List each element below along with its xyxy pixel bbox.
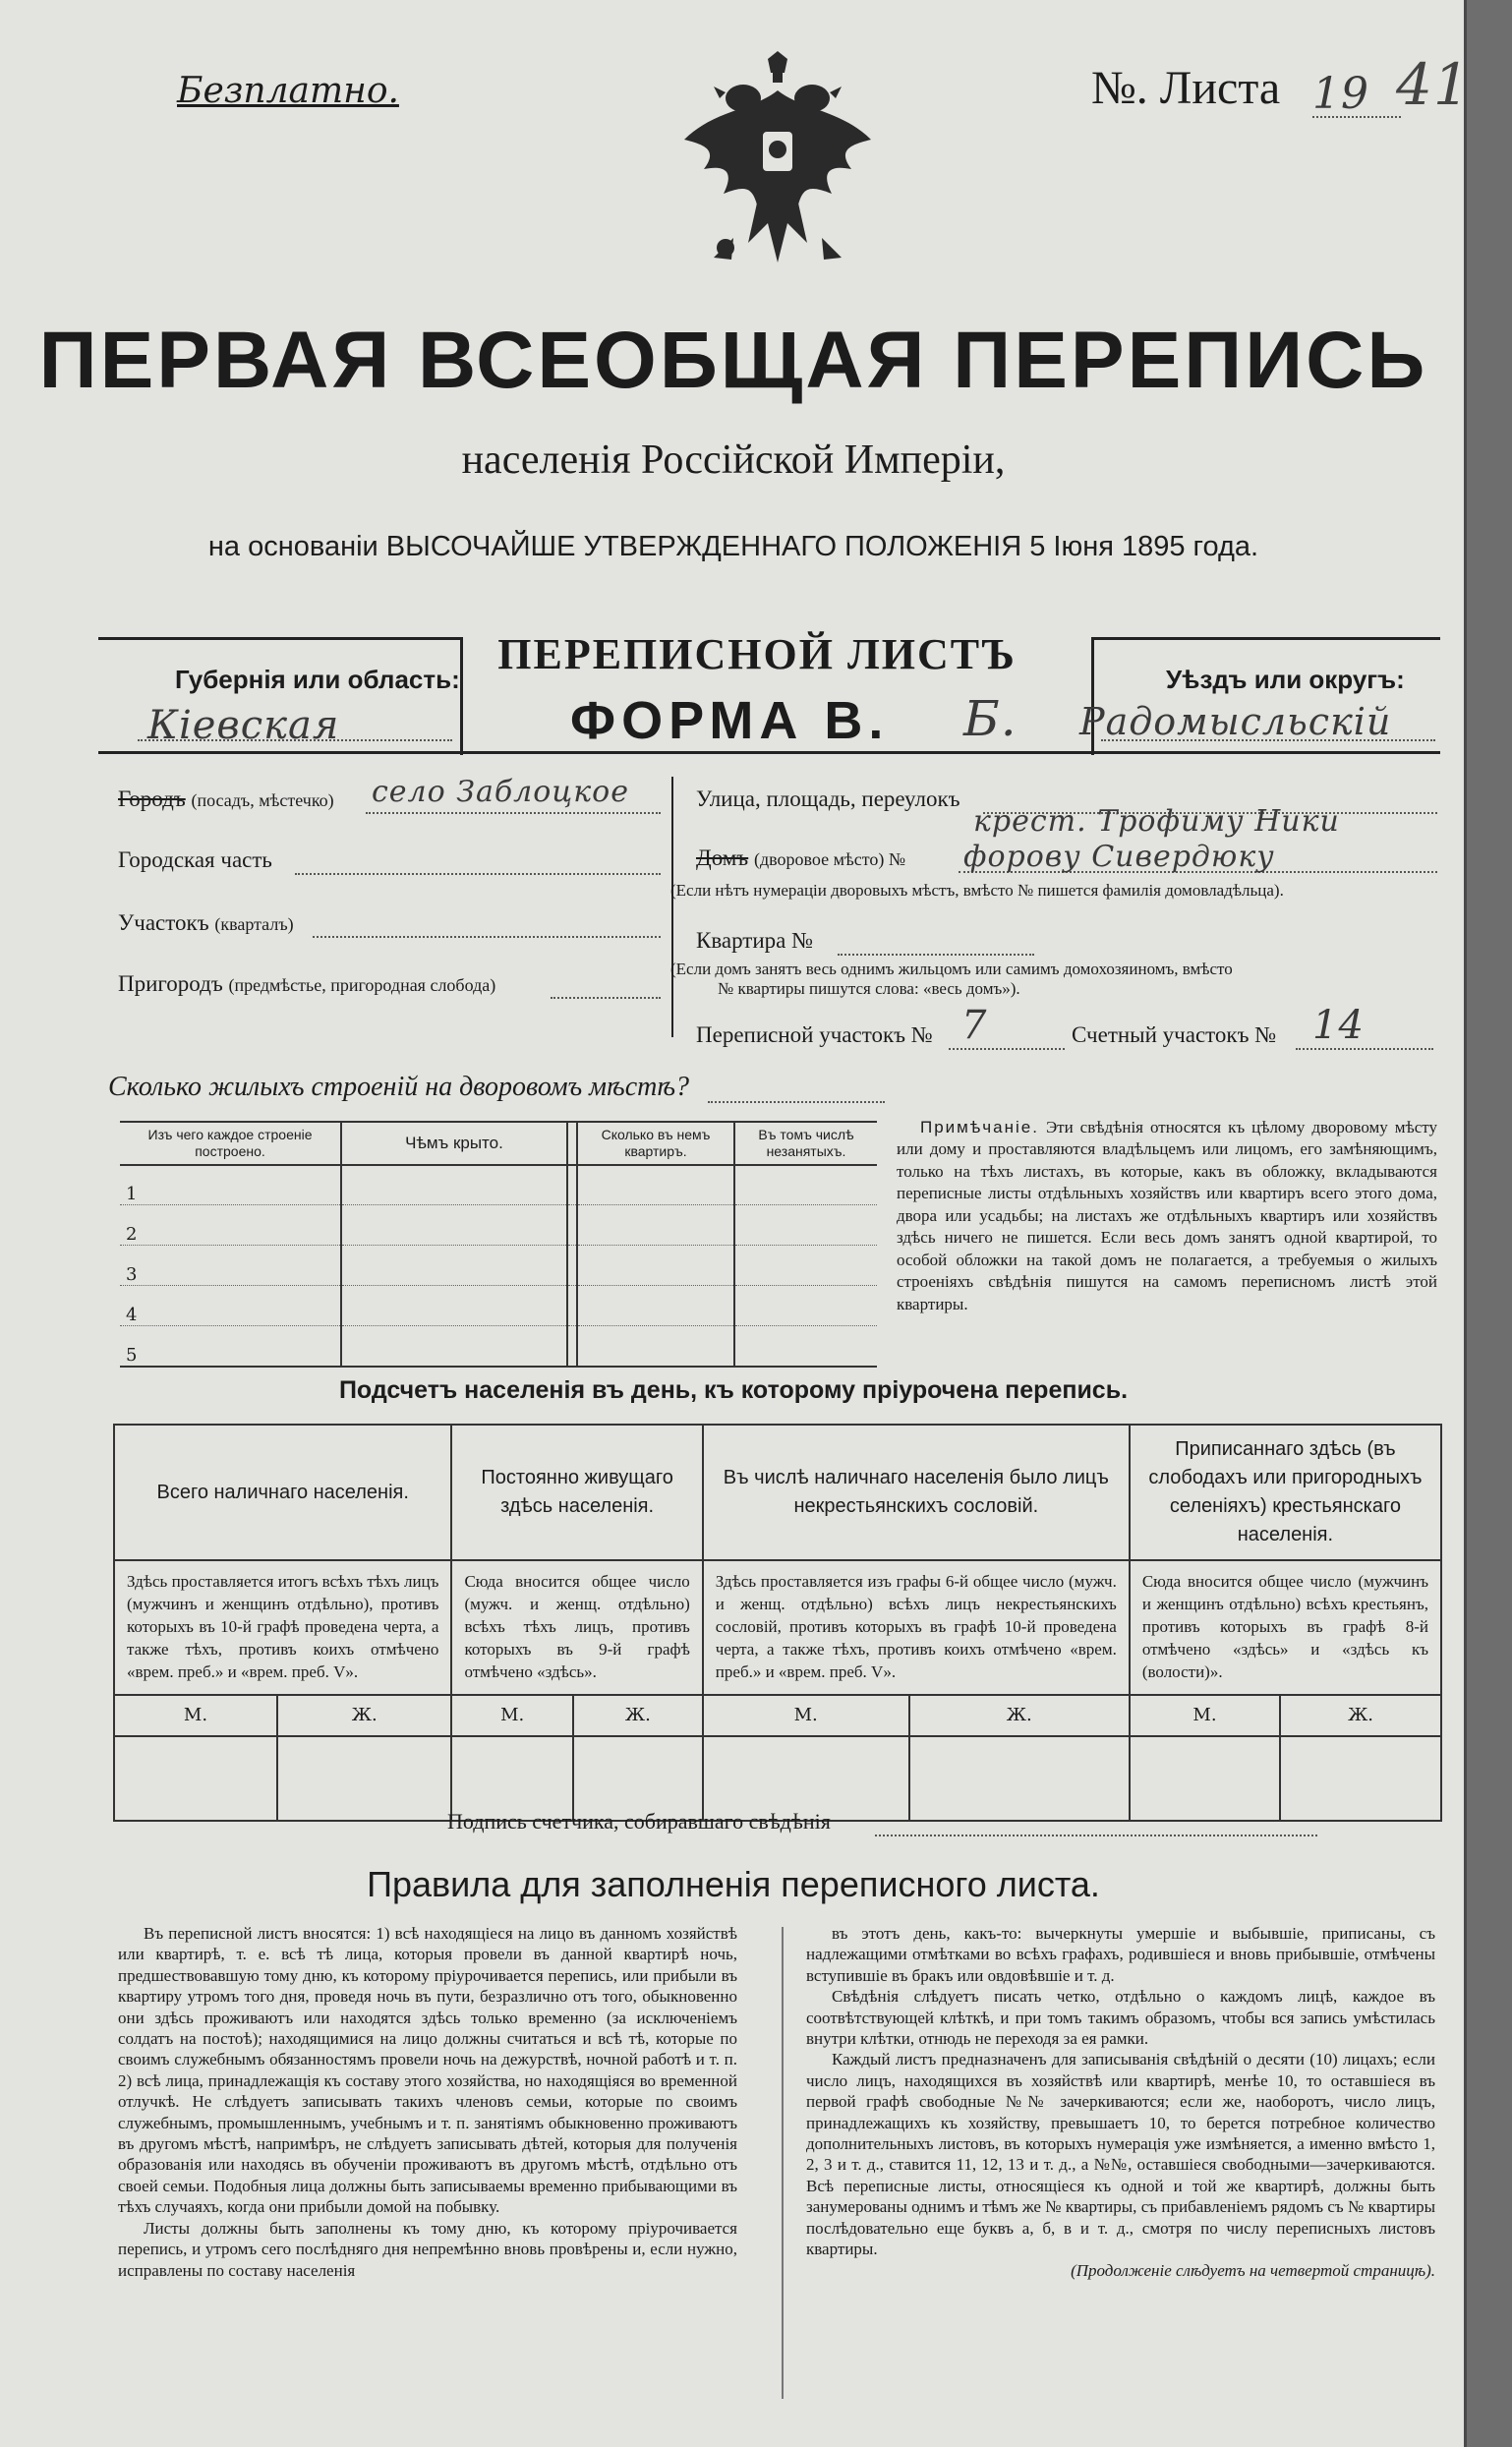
gorod-field xyxy=(118,787,334,812)
prigorod-field xyxy=(118,971,495,997)
roof-cell[interactable] xyxy=(341,1286,567,1326)
uezd-value: Радомысльскій xyxy=(1079,700,1392,743)
total-female-cell[interactable] xyxy=(277,1736,451,1821)
gorod-line xyxy=(366,812,661,814)
buildings-table xyxy=(120,1121,877,1368)
rules-title: Правила для заполненія переписного листа. xyxy=(367,1864,1100,1904)
peasant-female-header: Ж. xyxy=(1280,1695,1441,1736)
sheet-number-value: 19 xyxy=(1312,69,1369,119)
roof-cell[interactable] xyxy=(341,1246,567,1286)
count-col-total-desc: Здѣсь проставляется итогъ всѣхъ тѣхъ лицъ (мужчинъ и женщинъ отдѣльно), противъ которыхъ въ 10-й графѣ проведена черта, а также тѣхъ, противъ коихъ отмѣчено «врем. преб.» и «врем. преб. V». xyxy=(114,1560,451,1695)
city-district-line xyxy=(295,873,661,875)
population-count-title: Подсчетъ населенія въ день, къ которому пріурочена перепись. xyxy=(338,1376,1129,1404)
legal-basis-line: на основаніи ВЫСОЧАЙШЕ УТВЕРЖДЕННАГО ПОЛОЖЕНІЯ 5 Іюня 1895 года. xyxy=(207,531,1259,562)
form-subtitle: населенія Россійской Имперіи, xyxy=(461,437,1006,483)
rules-continuation-note: (Продолженіе слѣдуетъ на четвертой страницѣ). xyxy=(1071,2260,1435,2280)
census-sheet-title: ПЕРЕПИСНОЙ ЛИСТЪ xyxy=(497,630,1017,678)
peasant-male-header: М. xyxy=(1130,1695,1280,1736)
count-col-peasant-head: Приписаннаго здѣсь (въ слободахъ или пригородныхъ селеніяхъ) крестьянскаго населенія. xyxy=(1130,1425,1441,1560)
note-block xyxy=(897,1117,1437,1315)
peasant-female-cell[interactable] xyxy=(1280,1736,1441,1821)
region-box-top-left xyxy=(98,637,462,640)
rules-divider xyxy=(782,1927,784,2399)
roof-cell[interactable] xyxy=(341,1326,567,1367)
rules-right-column xyxy=(806,1923,1435,2281)
vacant-cell[interactable] xyxy=(734,1205,877,1246)
city-district-label: Городская часть xyxy=(118,847,272,872)
sheet-number-value-2: 41 xyxy=(1396,51,1471,118)
apartments-cell[interactable] xyxy=(577,1326,734,1367)
kvartira-note-2: № квартиры пишутся слова: «весь домъ»). xyxy=(718,979,1020,998)
table-row xyxy=(120,1246,877,1286)
region-box-bottom xyxy=(98,751,1440,754)
total-male-header: М. xyxy=(114,1695,277,1736)
apartments-cell[interactable] xyxy=(577,1165,734,1205)
uchastok-sublabel: (кварталъ) xyxy=(214,914,294,934)
gap-cell xyxy=(567,1205,577,1246)
gap-cell xyxy=(567,1165,577,1205)
dom-field xyxy=(696,845,905,871)
row-number: 3 xyxy=(120,1246,341,1286)
dom-note: (Если нѣтъ нумераціи дворовыхъ мѣстъ, вмѣсто № пишется фамилія домовладѣльца). xyxy=(670,881,1284,900)
gorod-value: село Заблоцкое xyxy=(372,775,629,809)
prigorod-sublabel: (предмѣстье, пригородная слобода) xyxy=(228,975,496,995)
population-count-table xyxy=(113,1424,1442,1822)
prigorod-line xyxy=(551,997,661,999)
note-text: Эти свѣдѣнія относятся къ цѣлому дворовому мѣсту или дому и проставляются владѣльцемъ или лицомъ, его замѣняющимъ, только на тѣхъ листахъ, въ которые, какъ въ обложку, вкладываются переписные листы отдѣльныхъ хозяйствъ или квартиръ всего этого дома, двора или усадьбы; на листахъ же отдѣльныхъ квартиръ или хозяйствъ здѣсь ничего не пишется. Если весь домъ занятъ одной квартирой, то особой обложки на такой домъ не полагается, а требуемыя о жилыхъ строеніяхъ свѣдѣнія пишутся на самомъ переписномъ листѣ этой квартиры. xyxy=(897,1118,1438,1313)
vacant-cell[interactable] xyxy=(734,1326,877,1367)
street-value: крест. Трофиму Ники xyxy=(973,804,1340,839)
perepis-uchastok-line xyxy=(949,1048,1065,1050)
buildings-col-roof: Чѣмъ крыто. xyxy=(341,1122,567,1165)
count-col-nonpeasant-head: Въ числѣ наличнаго населенія было лицъ некрестьянскихъ сословій. xyxy=(703,1425,1130,1560)
schet-uchastok-label: Счетный участокъ № xyxy=(1072,1022,1277,1047)
gap-cell xyxy=(567,1326,577,1367)
gap-cell xyxy=(567,1246,577,1286)
table-row xyxy=(120,1326,877,1367)
free-of-charge-label: Безплатно. xyxy=(177,71,399,111)
nonpeasant-male-cell[interactable] xyxy=(703,1736,909,1821)
gubernia-label: Губернія или область: xyxy=(175,665,460,694)
row-number: 1 xyxy=(120,1165,341,1205)
apartments-cell[interactable] xyxy=(577,1205,734,1246)
total-male-cell[interactable] xyxy=(114,1736,277,1821)
rules-right-para-3: Каждый листъ предназначенъ для записыванія свѣдѣній о десяти (10) лицахъ; если число лицъ, находящихся въ хозяйствѣ или квартирѣ, менѣе 10, то оставшіеся въ первой графѣ свободные №№ зачеркиваются; если же, наоборотъ, число лицъ, принадлежащихъ къ хозяйству, превышаетъ 10, то берется потребное количество дополнительныхъ листовъ, въ которыхъ нумерація уже измѣняется, а именно вмѣсто 1, 2, 3 и т. д., ставится 11, 12, 13 и т. д., а №№, оставшіеся свободными—зачеркиваются. Всѣ переписные листы, относящіеся къ одной и той же квартирѣ, должны быть занумерованы однимъ и тѣмъ же № квартиры, съ прибавленіемъ рядомъ съ № квартиры послѣдовательно еще буквъ а, б, в и т. д., смотря по числу переписныхъ листовъ квартиры. xyxy=(806,2050,1435,2259)
perepis-uchastok-value: 7 xyxy=(961,1003,988,1048)
signature-label: Подпись счетчика, собиравшаго свѣдѣнія xyxy=(447,1809,831,1834)
rules-right-para-2: Свѣдѣнія слѣдуетъ писать четко, отдѣльно о каждомъ лицѣ, каждое въ соотвѣтствующей клѣткѣ, и при томъ такимъ образомъ, чтобы вся запись умѣстилась внутри клѣтки, отнюдь не переходя за ея рамки. xyxy=(806,1987,1435,2049)
count-col-permanent-head: Постоянно живущаго здѣсь населенія. xyxy=(451,1425,702,1560)
permanent-male-cell[interactable] xyxy=(451,1736,572,1821)
sheet-number-label: №. Листа xyxy=(1091,62,1281,114)
permanent-female-cell[interactable] xyxy=(573,1736,703,1821)
table-row xyxy=(120,1165,877,1205)
rules-left-para-2: Листы должны быть заполнены къ тому дню, къ которому пріурочивается перепись, и утромъ сего послѣдняго дня непремѣнно вновь провѣрены и, если нужно, исправлены по составу населенія xyxy=(118,2218,737,2280)
nonpeasant-female-cell[interactable] xyxy=(909,1736,1130,1821)
count-col-nonpeasant-desc: Здѣсь проставляется изъ графы 6-й общее число (мужч. и женщ. отдѣльно) всѣхъ лицъ некрестьянскихъ сословій, противъ которыхъ въ графѣ 10-й проведена черта, а также тѣхъ, противъ коихъ отмѣчено «врем. преб.» и «врем. преб. V». xyxy=(703,1560,1130,1695)
uchastok-line xyxy=(313,936,661,938)
count-col-total-head: Всего наличнаго населенія. xyxy=(114,1425,451,1560)
kvartira-note-1: (Если домъ занятъ весь однимъ жильцомъ или самимъ домохозяиномъ, вмѣсто xyxy=(670,960,1233,978)
form-type-value: Б. xyxy=(963,690,1018,747)
row-number: 4 xyxy=(120,1286,341,1326)
row-number: 2 xyxy=(120,1205,341,1246)
row-number: 5 xyxy=(120,1326,341,1367)
dom-label: Домъ xyxy=(696,845,749,870)
signature-line[interactable] xyxy=(875,1835,1317,1836)
table-row xyxy=(120,1205,877,1246)
note-title: Примѣчаніе. xyxy=(920,1118,1039,1136)
apartments-cell[interactable] xyxy=(577,1286,734,1326)
buildings-col-gap xyxy=(567,1122,577,1165)
uchastok-label: Участокъ xyxy=(118,910,209,935)
buildings-answer-line xyxy=(708,1101,885,1103)
permanent-female-header: Ж. xyxy=(573,1695,703,1736)
double-headed-eagle-icon xyxy=(674,51,881,287)
dom-sublabel: (дворовое мѣсто) № xyxy=(753,849,906,869)
apartments-cell[interactable] xyxy=(577,1246,734,1286)
rules-left-column xyxy=(118,1923,737,2281)
table-row xyxy=(120,1286,877,1326)
address-divider xyxy=(671,777,673,1037)
permanent-male-header: М. xyxy=(451,1695,572,1736)
vacant-cell[interactable] xyxy=(734,1165,877,1205)
dom-value: форову Сивердюку xyxy=(963,840,1275,874)
gorod-sublabel: (посадъ, мѣстечко) xyxy=(191,790,334,810)
rules-right-para-1: въ этотъ день, какъ-то: вычеркнуты умершіе и выбывшіе, приписаны, съ надлежащими отмѣтками во всѣхъ графахъ, родившіеся и вновь прибывшіе, отмѣчены вступившіе въ бракъ или овдовѣвшіе и т. д. xyxy=(806,1924,1435,1985)
buildings-question: Сколько жилыхъ строеній на дворовомъ мѣстѣ? xyxy=(108,1072,690,1102)
perepis-uchastok-label: Переписной участокъ № xyxy=(696,1022,933,1047)
gorod-label: Городъ xyxy=(118,787,186,811)
region-box-top-right xyxy=(1091,637,1440,640)
nonpeasant-male-header: М. xyxy=(703,1695,909,1736)
peasant-male-cell[interactable] xyxy=(1130,1736,1280,1821)
buildings-col-vacant: Въ томъ числѣ незанятыхъ. xyxy=(734,1122,877,1165)
kvartira-label: Квартира № xyxy=(696,928,814,953)
kvartira-line xyxy=(838,954,1034,956)
total-female-header: Ж. xyxy=(277,1695,451,1736)
rules-left-para-1: Въ переписной листъ вносятся: 1) всѣ находящіеся на лицо въ данномъ хозяйствѣ или квартирѣ, т. е. всѣ тѣ лица, которыя провели въ данной квартирѣ ночь, предшествовавшую тому дню, къ которому пріурочивается перепись, или прибыли въ квартиру утромъ того дня, проведя ночь въ пути, безразлично отъ того, обыкновенно они здѣсь проживаютъ или находятся здѣсь только временно (за исключеніемъ солдатъ на постоѣ); находящимися на лицо должны считаться и всѣ тѣ, которые по своимъ служебнымъ обязанностямъ провели ночь на дежурствѣ, ночной работѣ и т. п. 2) всѣ лица, принадлежащія къ составу этого хозяйства, но находящіяся во временной отлучкѣ. Не слѣдуетъ записывать такихъ членовъ семьи, которые по своимъ служебнымъ, промышленнымъ, учебнымъ и т. п. занятіямъ обыкновенно проживаютъ въ другомъ мѣстѣ, напримѣръ, не слѣдуетъ записывать дѣтей, которыя для полученія образованія или находясь въ обученіи проживаютъ въ другомъ мѣстѣ, отдѣльно отъ своей семьи. Подобныя лица должны быть записываемы временно прибывающими въ тѣхъ случаяхъ, когда они прибыли домой на побывку. xyxy=(118,1924,737,2217)
form-type-label: ФОРМА В. xyxy=(570,691,890,750)
nonpeasant-female-header: Ж. xyxy=(909,1695,1130,1736)
vacant-cell[interactable] xyxy=(734,1246,877,1286)
roof-cell[interactable] xyxy=(341,1205,567,1246)
prigorod-label: Пригородъ xyxy=(118,971,223,996)
uchastok-field xyxy=(118,910,294,936)
schet-uchastok-line xyxy=(1296,1048,1433,1050)
schet-uchastok-value: 14 xyxy=(1312,1003,1365,1048)
gubernia-value: Кіевская xyxy=(147,703,340,748)
gap-cell xyxy=(567,1286,577,1326)
form-main-title: ПЕРВАЯ ВСЕОБЩАЯ ПЕРЕПИСЬ xyxy=(38,316,1428,405)
buildings-col-apartments: Сколько въ немъ квартиръ. xyxy=(577,1122,734,1165)
count-col-permanent-desc: Сюда вносится общее число (мужч. и женщ. отдѣльно) всѣхъ тѣхъ лицъ, противъ которыхъ въ 9-й графѣ отмѣчено «здѣсь». xyxy=(451,1560,702,1695)
uezd-label: Уѣздъ или округъ: xyxy=(1166,665,1405,694)
roof-cell[interactable] xyxy=(341,1165,567,1205)
street-label: Улица, площадь, переулокъ xyxy=(696,787,960,811)
buildings-col-material: Изъ чего каждое строеніе построено. xyxy=(120,1122,341,1165)
count-col-peasant-desc: Сюда вносится общее число (мужчинъ и женщинъ отдѣльно) всѣхъ крестьянъ, противъ которыхъ въ графѣ 8-й отмѣчено «здѣсь» и «здѣсь къ (волости)». xyxy=(1130,1560,1441,1695)
vacant-cell[interactable] xyxy=(734,1286,877,1326)
